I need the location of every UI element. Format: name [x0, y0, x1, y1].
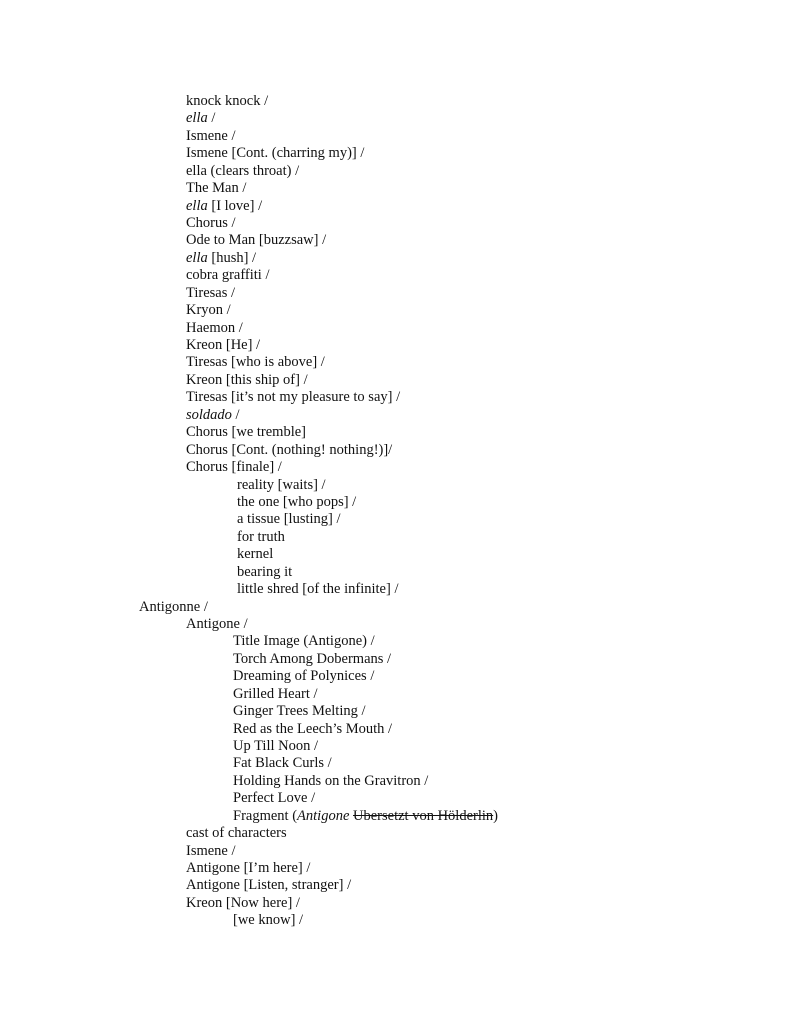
- document-line: [186, 389, 400, 406]
- document-line: [186, 337, 260, 354]
- document-line: [186, 843, 236, 860]
- line-text: ): [493, 807, 498, 824]
- line-text: Antigone [Listen, stranger] /: [186, 877, 352, 894]
- line-text: Dreaming of Polynices /: [233, 668, 375, 685]
- italic-text: ella: [186, 197, 208, 214]
- document-line: [139, 599, 208, 616]
- document-line: [233, 773, 428, 790]
- document-line: [237, 564, 292, 581]
- line-text: Kryon /: [186, 302, 231, 319]
- line-text: Kreon [He] /: [186, 337, 261, 353]
- line-text: /: [207, 110, 216, 127]
- line-text: Haemon /: [186, 319, 243, 336]
- document-line: [233, 790, 315, 807]
- line-text: Ginger Trees Melting /: [233, 703, 366, 719]
- document-line: [233, 686, 318, 703]
- document-line: [237, 511, 341, 528]
- line-text: Ode to Man [buzzsaw] /: [186, 232, 327, 249]
- line-text: Ismene /: [186, 127, 236, 144]
- line-text: Chorus [finale] /: [186, 459, 282, 475]
- document-line: [233, 651, 391, 668]
- document-line: [186, 128, 236, 145]
- line-text: Chorus [we tremble]: [186, 424, 306, 441]
- line-text: Torch Among Dobermans /: [233, 650, 392, 667]
- line-text: Tiresas /: [186, 284, 236, 301]
- italic-text: ella: [186, 110, 208, 127]
- line-text: Title Image (Antigone) /: [233, 633, 375, 650]
- line-text: [I love] /: [207, 197, 263, 214]
- line-text: ella (clears throat) /: [186, 162, 300, 179]
- document-line: [186, 860, 310, 877]
- document-line: [237, 477, 326, 494]
- document-line: [237, 529, 285, 546]
- line-text: Holding Hands on the Gravitron /: [233, 772, 429, 789]
- line-text: The Man /: [186, 180, 247, 197]
- italic-text: Antigone: [297, 807, 350, 824]
- document-line: [233, 808, 498, 825]
- document-line: [233, 912, 303, 929]
- line-text: kernel: [237, 546, 274, 563]
- document-line: [233, 703, 366, 720]
- line-text: [we know] /: [233, 912, 304, 929]
- line-text: Chorus /: [186, 215, 236, 231]
- line-text: Up Till Noon /: [233, 737, 319, 754]
- document-line: [233, 738, 318, 755]
- document-line: [186, 459, 282, 476]
- document-line: [186, 250, 256, 267]
- italic-text: ella: [186, 249, 208, 266]
- document-line: [233, 755, 332, 772]
- document-line: [186, 145, 364, 162]
- line-text: Tiresas [who is above] /: [186, 354, 325, 371]
- document-line: [186, 616, 248, 633]
- line-text: Red as the Leech’s Mouth /: [233, 720, 393, 737]
- document-line: [186, 354, 325, 371]
- document-line: [233, 668, 374, 685]
- line-text: knock knock /: [186, 93, 269, 109]
- line-text: Ismene [Cont. (charring my)] /: [186, 145, 365, 162]
- line-text: Fat Black Curls /: [233, 755, 332, 772]
- document-line: [186, 424, 306, 441]
- line-text: Kreon [this ship of] /: [186, 371, 308, 388]
- line-text: reality [waits] /: [237, 476, 326, 493]
- line-text: bearing it: [237, 563, 293, 580]
- document-line: [186, 163, 299, 180]
- document-line: [186, 267, 269, 284]
- line-text: Antigone [I’m here] /: [186, 859, 311, 876]
- document-line: [186, 895, 300, 912]
- document-line: [186, 198, 262, 215]
- line-text: /: [231, 406, 240, 423]
- document-line: [186, 232, 326, 249]
- document-line: [237, 546, 273, 563]
- line-text: cast of characters: [186, 825, 287, 842]
- document-line: [186, 877, 351, 894]
- document-line: [186, 372, 308, 389]
- document-line: [186, 442, 392, 459]
- line-text: for truth: [237, 528, 285, 545]
- line-text: cobra graffiti /: [186, 267, 270, 284]
- document-line: [233, 721, 392, 738]
- line-text: Ismene /: [186, 842, 236, 859]
- document-line: [233, 633, 375, 650]
- document-line: [186, 285, 235, 302]
- line-text: Kreon [Now here] /: [186, 894, 300, 911]
- document-line: [186, 302, 231, 319]
- line-text: the one [who pops] /: [237, 493, 357, 510]
- document-line: [186, 407, 240, 424]
- line-text: Tiresas [it’s not my pleasure to say] /: [186, 389, 401, 406]
- line-text: [hush] /: [207, 249, 257, 266]
- document-line: [186, 110, 215, 127]
- document-line: [186, 215, 236, 232]
- document-line: [186, 825, 287, 842]
- document-line: [186, 180, 246, 197]
- document-line: [237, 581, 398, 598]
- document-line: [186, 93, 268, 110]
- strikethrough-text: Ubersetzt von Hölderlin: [353, 807, 494, 824]
- line-text: Antigone /: [186, 615, 248, 632]
- line-text: Grilled Heart /: [233, 685, 318, 702]
- document-line: [186, 320, 243, 337]
- line-text: Chorus [Cont. (nothing! nothing!)]/: [186, 441, 393, 458]
- document-line: [237, 494, 356, 511]
- line-text: a tissue [lusting] /: [237, 511, 341, 528]
- line-text: Fragment (: [233, 807, 298, 824]
- italic-text: soldado: [186, 406, 232, 423]
- line-text: little shred [of the infinite] /: [237, 581, 399, 597]
- line-text: Perfect Love /: [233, 790, 316, 807]
- line-text: Antigonne /: [139, 598, 208, 615]
